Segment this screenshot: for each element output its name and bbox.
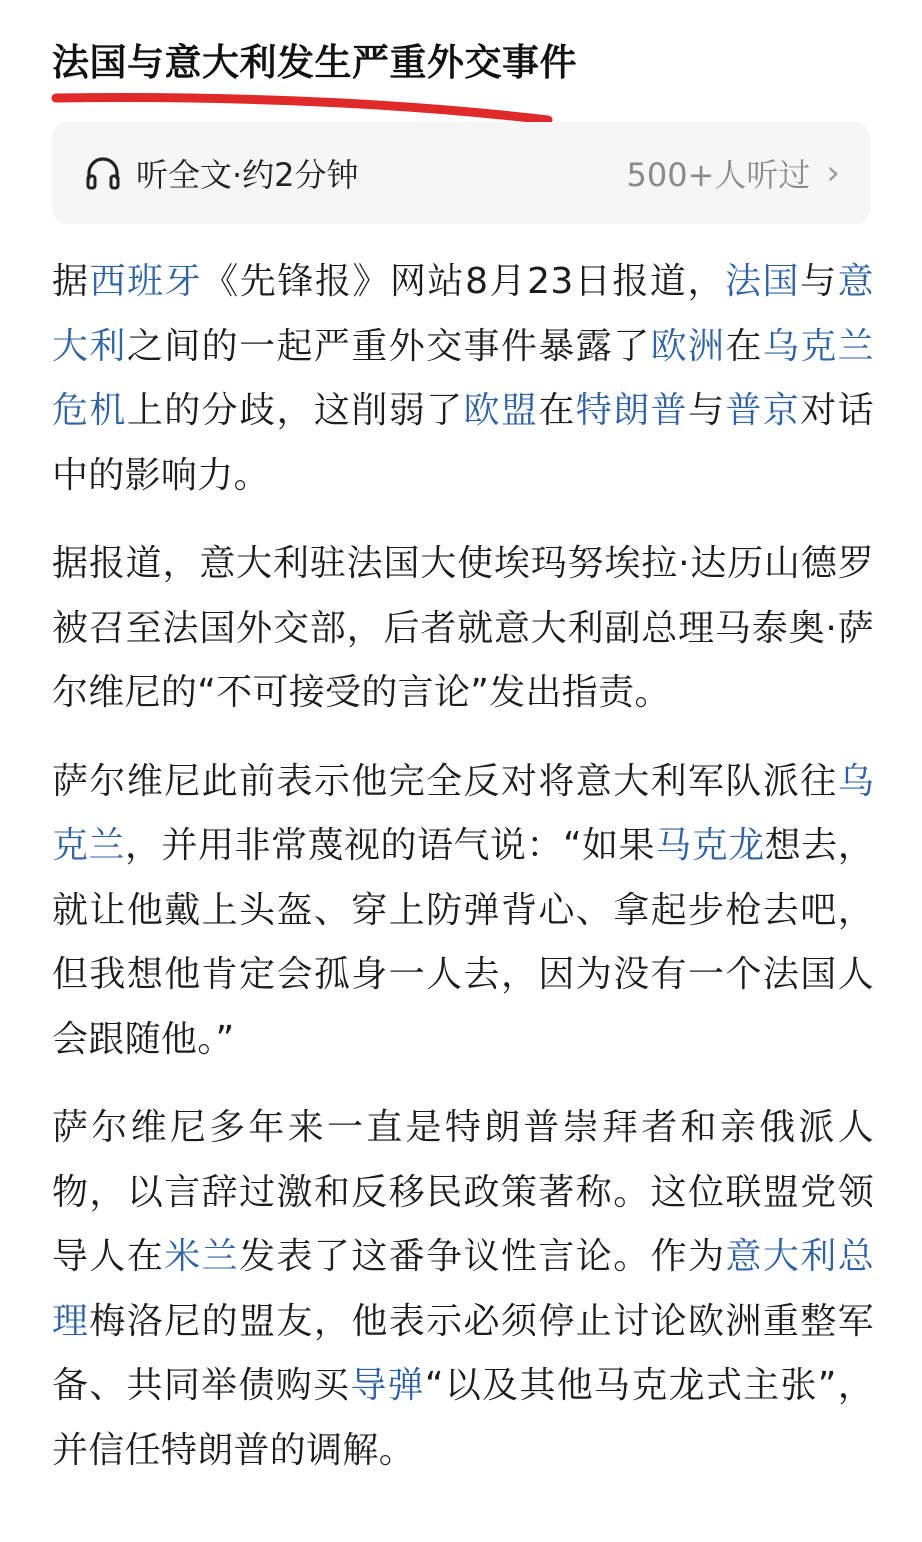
listen-full-article-bar[interactable] <box>52 122 870 224</box>
paragraph-text: 萨尔维尼此前表示他完全反对将意大利军队派往 <box>52 760 838 802</box>
entity-link[interactable]: 导弹 <box>350 1365 425 1406</box>
entity-link[interactable]: 马克龙 <box>655 825 765 866</box>
paragraph-text: 《先锋报》网站8月23日报道， <box>202 261 725 302</box>
headphones-icon <box>84 154 122 192</box>
paragraph-text: 对话中的影响力。 <box>52 390 874 496</box>
article-body <box>52 250 874 1507</box>
paragraph-text: 与 <box>800 261 838 302</box>
entity-link[interactable]: 意大利 <box>52 261 874 367</box>
paragraph-text: 之间的一起严重外交事件暴露了 <box>126 325 651 367</box>
paragraph-text: “以及其他马克龙式主张”，并信任特朗普的调解。 <box>52 1365 875 1471</box>
listener-count-text: 500+人听过 <box>626 156 811 194</box>
entity-link[interactable]: 米兰 <box>164 1236 240 1277</box>
entity-link[interactable]: 欧盟 <box>463 390 539 431</box>
paragraph-text: 在 <box>725 325 763 367</box>
article-paragraph <box>52 532 874 726</box>
entity-link[interactable]: 法国 <box>725 261 801 302</box>
paragraph-text: 与 <box>688 390 726 431</box>
paragraph-text: 发表了这番争议性言论。作为 <box>239 1236 726 1277</box>
article-paragraph <box>52 250 874 508</box>
article-paragraph <box>52 750 874 1073</box>
paragraph-text: 梅洛尼的盟友，他表示必须停止讨论欧洲重整军备、共同举债购买 <box>52 1300 874 1406</box>
listen-label: 听全文·约2分钟 <box>136 156 359 194</box>
paragraph-text: 想去，就让他戴上头盔、穿上防弹背心、拿起步枪去吧，但我想他肯定会孤身一人去，因为没有一个法国人会跟随他。” <box>52 825 875 1060</box>
entity-link[interactable]: 意大利总理 <box>52 1236 874 1342</box>
entity-link[interactable]: 乌克兰 <box>52 760 874 866</box>
entity-link[interactable]: 欧洲 <box>650 325 726 367</box>
entity-link[interactable]: 特朗普 <box>575 390 689 431</box>
paragraph-text: 上的分歧，这削弱了 <box>126 390 464 431</box>
paragraph-text: ，并用非常蔑视的语气说：“如果 <box>125 825 656 866</box>
chevron-right-icon: › <box>826 153 840 193</box>
entity-link[interactable]: 乌克兰危机 <box>52 325 874 431</box>
listener-count[interactable] <box>626 122 840 224</box>
article-title: 法国与意大利发生严重外交事件 <box>52 41 577 84</box>
entity-link[interactable]: 普京 <box>725 390 801 431</box>
article-paragraph <box>52 1096 874 1483</box>
paragraph-text: 据 <box>52 261 90 302</box>
listen-info <box>84 122 359 224</box>
paragraph-text: 在 <box>538 390 576 431</box>
paragraph-text: 据报道，意大利驻法国大使埃玛努埃拉·达历山德罗被召至法国外交部，后者就意大利副总理马泰奥·萨尔维尼的“不可接受的言论”发出指责。 <box>52 543 874 713</box>
paragraph-text: 萨尔维尼多年来一直是特朗普崇拜者和亲俄派人物，以言辞过激和反移民政策著称。这位联盟党领导人在 <box>52 1107 874 1277</box>
entity-link[interactable]: 西班牙 <box>89 261 203 302</box>
